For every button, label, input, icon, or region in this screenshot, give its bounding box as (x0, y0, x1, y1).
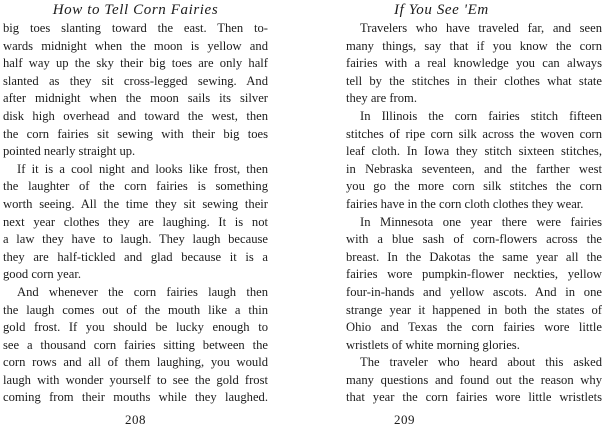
text-line: they are from. (346, 91, 417, 106)
text-line: slanted as they sit cross-legged sewing. And (3, 73, 268, 88)
text-line: many things, say that if you know the corn (346, 38, 602, 53)
text-line: in Nebraska seventeen, and the farther west (346, 161, 602, 176)
text-line: Travelers who have traveled far, and seen (360, 21, 602, 35)
text-line: pointed nearly straight up. (3, 144, 136, 159)
text-line: And whenever the corn fairies laugh then (17, 284, 268, 299)
text-line: next year clothes they are laughing. It is not (3, 214, 268, 229)
text-line: strange year it happened in both the states of (346, 302, 602, 317)
text-line: coming from their mouths while they laughed. (3, 390, 268, 405)
text-line: the laughter of the corn fairies is something (3, 179, 268, 194)
text-line: gold frost. If you should be lucky enough to (3, 320, 268, 335)
text-line: The traveler who heard about this asked (360, 355, 602, 370)
text-line: wards midnight when the moon is yellow and (3, 38, 268, 53)
text-line: the corn fairies sit sewing with their big toes (3, 126, 268, 141)
text-line: leaf cloth. In Iowa they stitch sixteen stitches, (346, 144, 602, 159)
text-line: worth seeing. All the time they sit sewing their (3, 196, 268, 211)
page-number-left: 208 (125, 412, 146, 427)
text-line: fairies have in the corn cloth clothes they wear. (346, 196, 584, 211)
text-line: corn rows and all of them laughing, you would (3, 355, 268, 370)
right-page-body (346, 20, 602, 407)
text-line: the laugh comes out of the mouth like a thin (3, 302, 268, 317)
page-number-right: 209 (394, 412, 415, 427)
text-line: tell by the stitches in their clothes what state (346, 73, 602, 88)
text-line: fairies wore pumpkin-flower neckties, yellow (346, 267, 602, 282)
running-head-left: How to Tell Corn Fairies (52, 2, 219, 18)
text-line: a law they have to laugh. They laugh because (3, 232, 268, 247)
text-line: Ohio and Texas the corn fairies wore little (346, 320, 602, 335)
text-line: good corn year. (3, 267, 81, 282)
text-line: they are half-tickled and glad because it is a (3, 249, 268, 264)
left-page-body (3, 20, 268, 407)
running-head-right: If You See 'Em (394, 2, 489, 18)
text-line: that year the corn fairies wore little wristlets (346, 390, 602, 405)
right-page (346, 0, 602, 437)
text-line: with a blue sash of corn-flowers across the (346, 232, 602, 247)
text-line: laugh with wonder yourself to see the gold frost (3, 372, 268, 387)
left-page (3, 0, 268, 437)
text-line: see a thousand corn fairies sitting between the (3, 337, 268, 352)
text-line: wristlets of white morning glories. (346, 337, 520, 352)
text-line: you go the more corn silk stitches the corn (346, 179, 602, 194)
text-line: fairies with a real knowledge you can always (346, 56, 602, 71)
text-line: In Illinois the corn fairies stitch fifteen (360, 108, 602, 123)
text-line: many questions and found out the reason why (346, 372, 602, 387)
text-line: big toes slanting toward the east. Then to- (3, 21, 268, 35)
text-line: after midnight when the moon sails its silver (3, 91, 268, 106)
text-line: half way up the sky their big toes are only half (3, 56, 268, 71)
text-line: breast. In the Dakotas the same year all the (346, 249, 602, 264)
text-line: four-in-hands and yellow ascots. And in one (346, 284, 602, 299)
text-line: stitches of ripe corn silk across the woven corn (346, 126, 602, 141)
text-line: disk high overhead and toward the west, then (3, 108, 268, 123)
text-line: In Minnesota one year there were fairies (360, 214, 602, 229)
text-line: If it is a cool night and looks like frost, then (17, 161, 268, 176)
